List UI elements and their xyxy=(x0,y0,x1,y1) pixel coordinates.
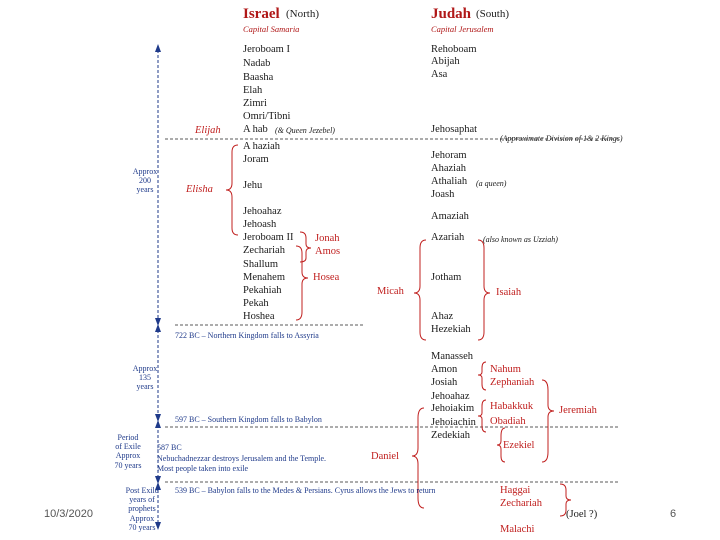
prophet-haggai: Haggai xyxy=(500,485,531,496)
judah-king: Amon xyxy=(431,364,458,375)
judah-king: Manasseh xyxy=(431,351,473,362)
judah-king: Jehoram xyxy=(431,150,467,161)
israel-king: Joram xyxy=(243,154,269,165)
judah-king: Ahaziah xyxy=(431,163,466,174)
judah-king: Jotham xyxy=(431,272,462,283)
israel-king: Jeroboam II xyxy=(243,232,294,243)
prophet-elijah: Elijah xyxy=(195,125,221,136)
judah-king: Jehoiachin xyxy=(431,417,476,428)
israel-capital: Capital Samaria xyxy=(243,24,300,34)
period-approx-135: Approx 135 years xyxy=(132,364,158,392)
israel-king: Hoshea xyxy=(243,311,275,322)
judah-king: Ahaz xyxy=(431,311,454,322)
israel-king: Pekahiah xyxy=(243,285,282,296)
judah-title: Judah xyxy=(431,6,472,22)
period-exile: Period of Exile Approx 70 years xyxy=(114,433,142,470)
footer-page-number: 6 xyxy=(670,508,677,520)
event-587bc-line3: Most people taken into exile xyxy=(157,464,249,473)
prophet-jeremiah: Jeremiah xyxy=(559,405,597,416)
israel-king: Menahem xyxy=(243,272,285,283)
israel-king: Baasha xyxy=(243,72,274,83)
israel-king: Jehu xyxy=(243,180,263,191)
prophet-malachi: Malachi xyxy=(500,524,535,535)
judah-subtitle: (South) xyxy=(476,8,509,20)
israel-king: Zimri xyxy=(243,98,267,109)
prophet-obadiah: Obadiah xyxy=(490,416,526,427)
prophet-zephaniah: Zephaniah xyxy=(490,377,535,388)
judah-king: Athaliah xyxy=(431,176,468,187)
division-note: (Approximate Division of 1& 2 Kings) xyxy=(500,134,623,143)
event-587bc-year: 587 BC xyxy=(157,443,182,452)
azariah-note: (also known as Uzziah) xyxy=(483,235,558,244)
prophet-joel: (Joel ?) xyxy=(566,509,598,520)
athaliah-note: (a queen) xyxy=(476,179,507,188)
israel-king: Zechariah xyxy=(243,245,285,256)
israel-king: Shallum xyxy=(243,259,279,270)
prophet-micah: Micah xyxy=(377,286,404,297)
judah-king: Zedekiah xyxy=(431,430,471,441)
israel-king: Omri/Tibni xyxy=(243,111,291,122)
event-539bc: 539 BC – Babylon falls to the Medes & Persians. Cyrus allows the Jews to return xyxy=(175,486,436,495)
israel-king: Jeroboam I xyxy=(243,44,290,55)
israel-king: A haziah xyxy=(243,141,281,152)
prophet-nahum: Nahum xyxy=(490,364,521,375)
judah-king: Rehoboam xyxy=(431,44,477,55)
judah-king: Joash xyxy=(431,189,455,200)
prophet-ezekiel: Ezekiel xyxy=(503,440,535,451)
israel-king: Jehoash xyxy=(243,219,277,230)
israel-king: Elah xyxy=(243,85,263,96)
israel-king: A hab xyxy=(243,124,268,135)
prophet-isaiah: Isaiah xyxy=(496,287,522,298)
judah-king: Asa xyxy=(431,69,448,80)
israel-king: Jehoahaz xyxy=(243,206,282,217)
israel-title: Israel xyxy=(243,6,280,22)
event-587bc-line2: Nebuchadnezzar destroys Jerusalem and the Temple. xyxy=(157,454,327,463)
prophet-hosea: Hosea xyxy=(313,272,340,283)
prophet-jonah: Jonah xyxy=(315,233,340,244)
prophet-elisha: Elisha xyxy=(186,184,213,195)
footer-date: 10/3/2020 xyxy=(44,508,93,520)
ahab-note: (& Queen Jezebel) xyxy=(275,126,335,135)
judah-king: Jehoiakim xyxy=(431,403,475,414)
judah-king: Josiah xyxy=(431,377,458,388)
event-597bc: 597 BC – Southern Kingdom falls to Babylon xyxy=(175,415,322,424)
prophet-daniel: Daniel xyxy=(371,451,399,462)
judah-capital: Capital Jerusalem xyxy=(431,24,494,34)
judah-king: Jehoahaz xyxy=(431,391,470,402)
prophet-zechariah: Zechariah xyxy=(500,498,542,509)
israel-king: Pekah xyxy=(243,298,269,309)
judah-king: Jehosaphat xyxy=(431,124,478,135)
judah-king: Abijah xyxy=(431,56,460,67)
israel-subtitle: (North) xyxy=(286,8,319,20)
period-approx-200: Approx 200 years xyxy=(132,167,158,195)
event-722bc: 722 BC – Northern Kingdom falls to Assyria xyxy=(175,331,319,340)
prophet-habakkuk: Habakkuk xyxy=(490,401,534,412)
judah-king: Azariah xyxy=(431,232,465,243)
judah-king: Hezekiah xyxy=(431,324,471,335)
judah-king: Amaziah xyxy=(431,211,469,222)
period-post-exile: Post Exile years of prophets Approx 70 years xyxy=(125,486,159,532)
prophet-amos: Amos xyxy=(315,246,341,257)
israel-king: Nadab xyxy=(243,58,271,69)
